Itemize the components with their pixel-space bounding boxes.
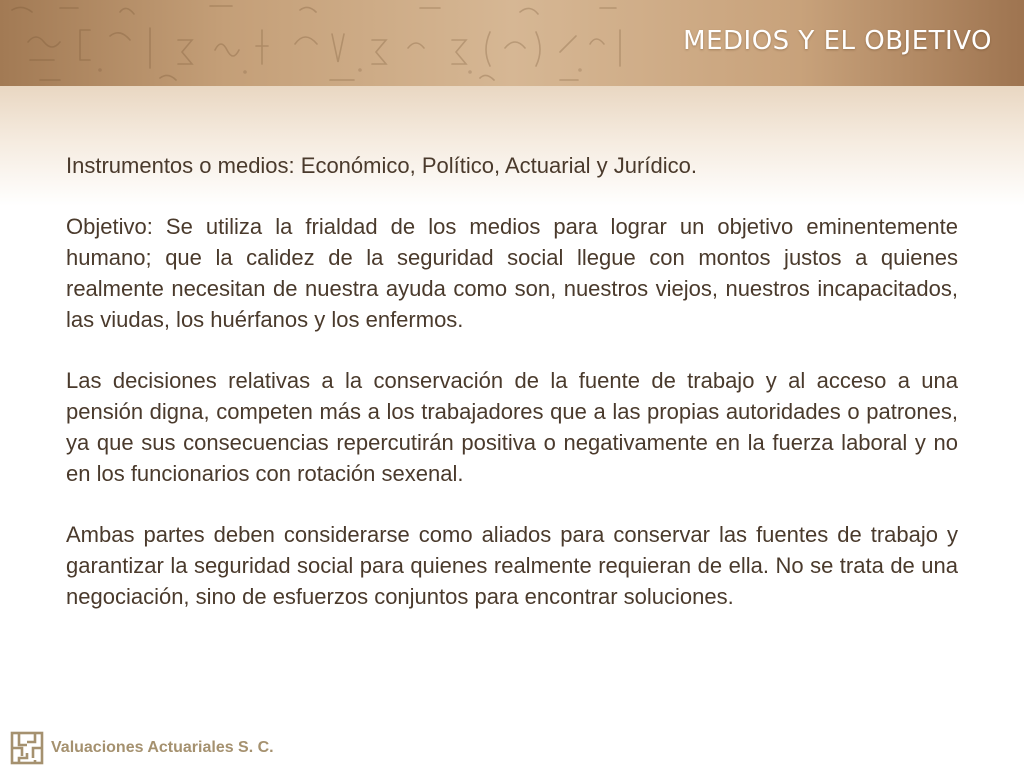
company-name: Valuaciones Actuariales S. C. (51, 739, 274, 756)
paragraph-aliados: Ambas partes deben considerarse como aliados para conservar las fuentes de trabajo y garantizar la seguridad social para quienes realmente requieran de ella. No se trata de una negociación, sino de esfuerzos conjuntos para encontrar soluciones. (66, 522, 958, 609)
header-band (0, 0, 1024, 86)
paragraph-decisiones: Las decisiones relativas a la conservación de la fuente de trabajo y al acceso a una pensión digna, competen más a los trabajadores que a las propias autoridades o patrones, ya que sus consecuencias repercutirán positiva o negativamente en la fuerza laboral y no en los funcionarios con rotación sexenal. (66, 368, 958, 486)
paragraph-instrumentos: Instrumentos o medios: Económico, Político, Actuarial y Jurídico. (66, 153, 697, 178)
paragraph-objetivo: Objetivo: Se utiliza la frialdad de los medios para lograr un objetivo eminentemente humano; que la calidez de la seguridad social llegue con montos justos a quienes realmente necesitan de nuestra ayuda como son, nuestros viejos, nuestros incapacitados, las viudas, los huérfanos y los enfermos. (66, 214, 958, 332)
company-logo-icon (10, 731, 44, 765)
slide-body (66, 150, 958, 612)
slide-title: MEDIOS Y EL OBJETIVO (683, 26, 992, 56)
footer (10, 730, 274, 766)
